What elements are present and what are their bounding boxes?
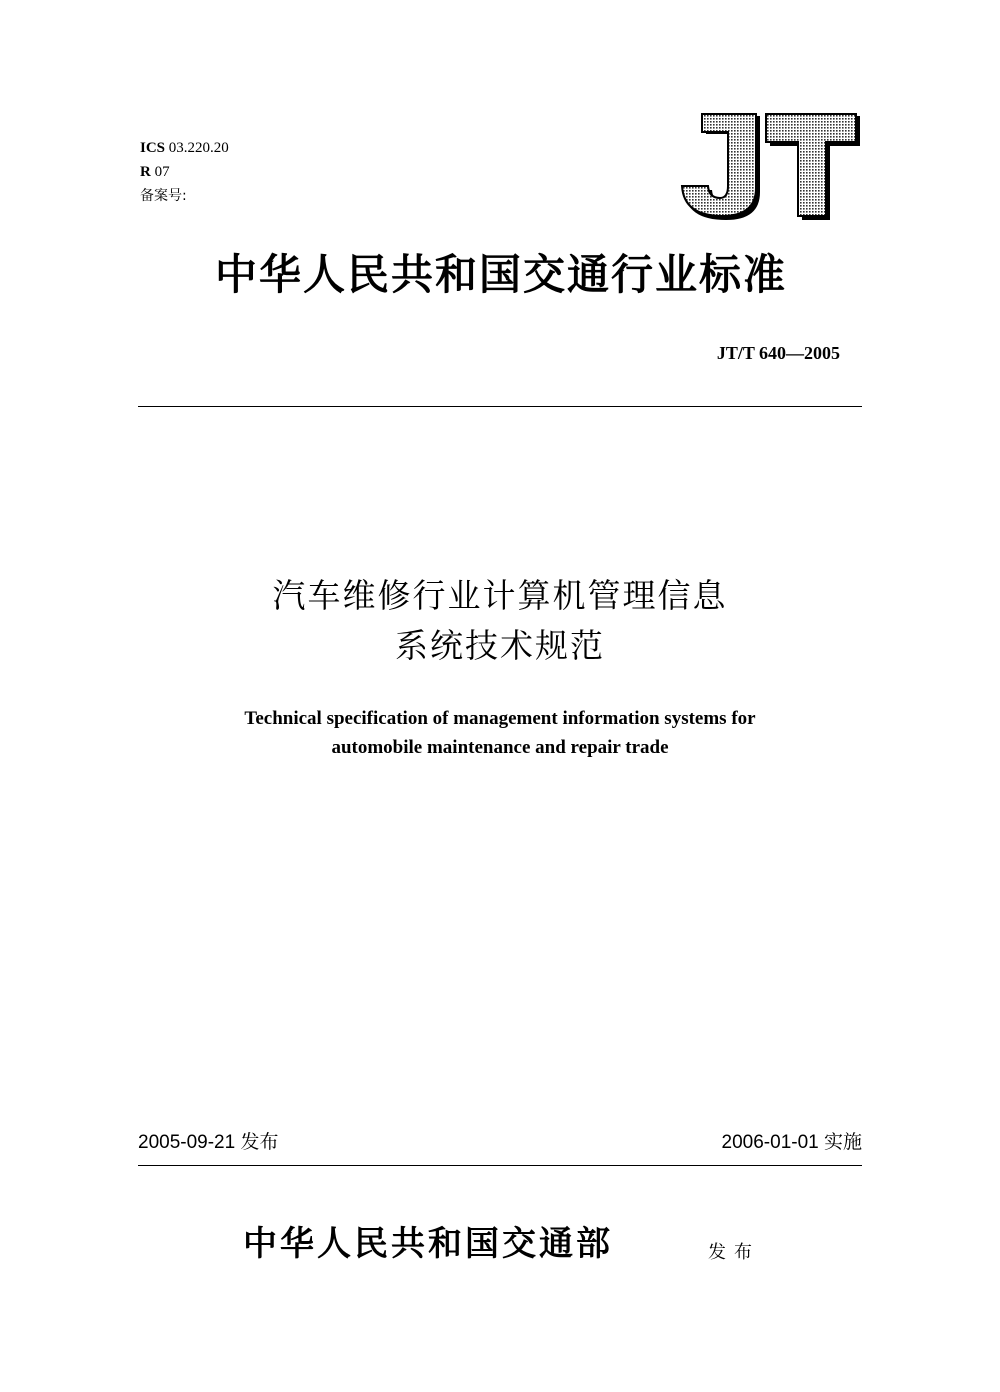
implementation-date: 2006-01-01 实施 — [721, 1132, 862, 1153]
publisher-name: 中华人民共和国交通部 — [243, 1224, 613, 1264]
jt-logo — [680, 112, 862, 224]
filing-number: 备案号: — [140, 188, 187, 204]
publish-action: 发布 — [708, 1242, 760, 1263]
ccs-label: R — [140, 164, 151, 180]
ics-code — [140, 136, 229, 160]
divider-bottom — [138, 1165, 862, 1166]
title-en-line1: Technical specification of management information systems for — [244, 708, 756, 729]
jt-logo-letters — [682, 114, 860, 220]
issue-date: 2005-09-21 发布 — [138, 1132, 279, 1153]
title-zh-line1: 汽车维修行业计算机管理信息 — [272, 576, 728, 615]
ics-value: 03.220.20 — [168, 140, 229, 156]
title-en-line2: automobile maintenance and repair trade — [331, 737, 669, 758]
ccs-value: 07 — [154, 164, 170, 180]
divider-top — [138, 406, 862, 407]
standard-category-title: 中华人民共和国交通行业标准 — [214, 250, 787, 299]
ics-label: ICS — [140, 140, 166, 156]
ccs-code — [140, 160, 170, 184]
standard-number: JT/T 640—2005 — [716, 343, 840, 363]
title-zh-line2: 系统技术规范 — [395, 626, 605, 665]
